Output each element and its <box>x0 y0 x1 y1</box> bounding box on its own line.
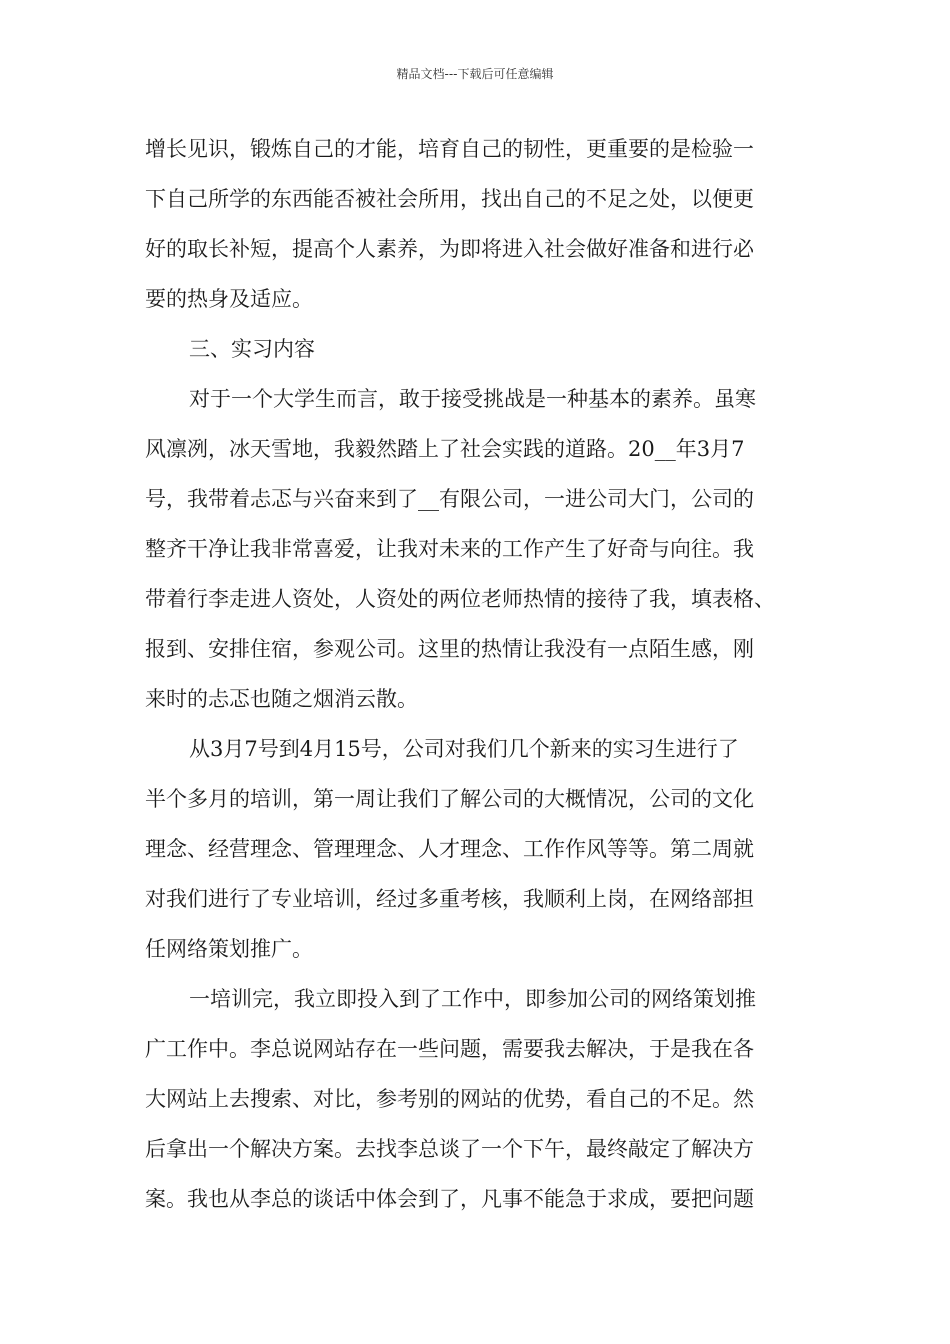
text-line: 案。我也从李总的谈话中体会到了，凡事不能急于求成，要把问题 <box>145 1187 754 1211</box>
text-line: 理念、经营理念、管理理念、人才理念、工作作风等等。第二周就 <box>145 837 754 861</box>
text-line: 要的热身及适应。 <box>145 287 313 311</box>
text-line: 大网站上去搜索、对比，参考别的网站的优势，看自己的不足。然 <box>145 1087 754 1111</box>
text-line: 三、实习内容 <box>189 337 315 361</box>
text-line: 对我们进行了专业培训，经过多重考核，我顺利上岗，在网络部担 <box>145 887 754 911</box>
text-line: 带着行李走进人资处，人资处的两位老师热情的接待了我，填表格、 <box>145 587 775 611</box>
text-line: 任网络策划推广。 <box>145 937 313 961</box>
body-text <box>145 124 811 1224</box>
page-header: 精品文档---下载后可任意编辑 <box>396 67 554 81</box>
text-line: 好的取长补短，提高个人素养，为即将进入社会做好准备和进行必 <box>145 237 754 261</box>
text-line: 增长见识，锻炼自己的才能，培育自己的韧性，更重要的是检验一 <box>145 137 754 161</box>
text-line: 号，我带着忐忑与兴奋来到了__有限公司，一进公司大门，公司的 <box>145 487 754 511</box>
text-line: 对于一个大学生而言，敢于接受挑战是一种基本的素养。虽寒 <box>189 387 756 411</box>
text-line: 下自己所学的东西能否被社会所用，找出自己的不足之处，以便更 <box>145 187 754 211</box>
text-line: 半个多月的培训，第一周让我们了解公司的大概情况，公司的文化 <box>145 787 754 811</box>
text-line: 整齐干净让我非常喜爱，让我对未来的工作产生了好奇与向往。我 <box>145 537 754 561</box>
text-line: 后拿出一个解决方案。去找李总谈了一个下午，最终敲定了解决方 <box>145 1137 754 1161</box>
text-line: 从3月7号到4月15号，公司对我们几个新来的实习生进行了 <box>189 737 739 761</box>
text-line: 风凛冽，冰天雪地，我毅然踏上了社会实践的道路。20__年3月7 <box>145 437 745 461</box>
text-line: 来时的忐忑也随之烟消云散。 <box>145 687 418 711</box>
text-line: 广工作中。李总说网站存在一些问题，需要我去解决，于是我在各 <box>145 1037 754 1061</box>
text-line: 一培训完，我立即投入到了工作中，即参加公司的网络策划推 <box>189 987 756 1011</box>
text-line: 报到、安排住宿，参观公司。这里的热情让我没有一点陌生感，刚 <box>145 637 754 661</box>
